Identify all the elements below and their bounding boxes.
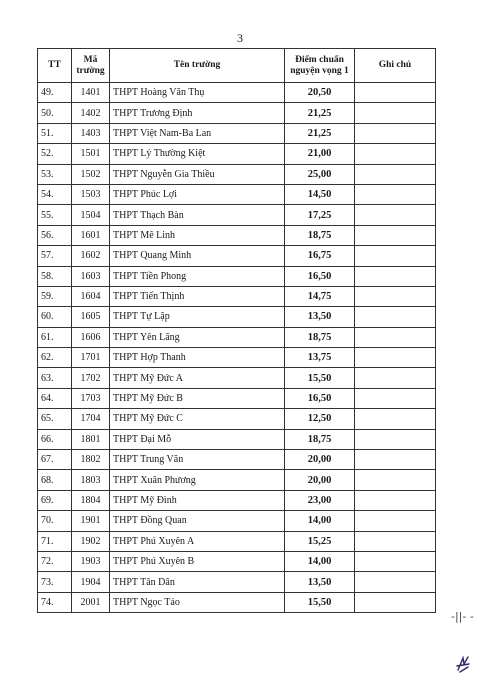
school-name: THPT Ngọc Tảo [110,592,285,612]
table-row [38,144,436,164]
row-number: 66. [38,429,72,449]
admission-score: 16,50 [285,266,355,286]
admission-score: 20,00 [285,450,355,470]
school-code: 1604 [72,286,110,306]
page-number: 3 [237,31,243,45]
admission-score: 14,75 [285,286,355,306]
school-code: 1804 [72,490,110,510]
school-code: 1606 [72,327,110,347]
note-cell [355,225,436,245]
table-row [38,409,436,429]
school-code: 1802 [72,450,110,470]
row-number: 71. [38,531,72,551]
row-number: 69. [38,490,72,510]
table-header-row [38,49,436,83]
school-name: THPT Mỹ Đức B [110,388,285,408]
school-name: THPT Trương Định [110,103,285,123]
table-body [38,83,436,613]
row-number: 65. [38,409,72,429]
note-cell [355,368,436,388]
row-number: 50. [38,103,72,123]
school-name: THPT Đồng Quan [110,511,285,531]
table-row [38,551,436,571]
school-name: THPT Phúc Lợi [110,184,285,204]
note-cell [355,307,436,327]
table-row [38,450,436,470]
admission-score: 15,50 [285,368,355,388]
school-code: 1701 [72,348,110,368]
school-name: THPT Mỹ Đình [110,490,285,510]
note-cell [355,450,436,470]
row-number: 72. [38,551,72,571]
note-cell [355,551,436,571]
admission-score: 15,25 [285,531,355,551]
school-name: THPT Phú Xuyên A [110,531,285,551]
school-name: THPT Tự Lập [110,307,285,327]
school-name: THPT Trung Văn [110,450,285,470]
header-school-code-line2: trường [76,65,105,76]
note-cell [355,164,436,184]
admission-score: 15,50 [285,592,355,612]
school-name: THPT Nguyễn Gia Thiều [110,164,285,184]
admission-score: 20,00 [285,470,355,490]
admission-score-table [37,48,436,613]
table-row [38,123,436,143]
note-cell [355,348,436,368]
school-code: 1502 [72,164,110,184]
admission-score: 21,00 [285,144,355,164]
school-name: THPT Mê Linh [110,225,285,245]
admission-score: 13,50 [285,307,355,327]
note-cell [355,83,436,103]
note-cell [355,409,436,429]
school-name: THPT Tiến Thịnh [110,286,285,306]
admission-score: 13,50 [285,572,355,592]
admission-score: 18,75 [285,429,355,449]
row-number: 52. [38,144,72,164]
school-name: THPT Tiền Phong [110,266,285,286]
note-cell [355,286,436,306]
row-number: 56. [38,225,72,245]
admission-score: 18,75 [285,327,355,347]
school-name: THPT Lý Thường Kiệt [110,144,285,164]
row-number: 57. [38,246,72,266]
admission-score: 16,50 [285,388,355,408]
note-cell [355,184,436,204]
school-code: 1703 [72,388,110,408]
note-cell [355,144,436,164]
school-code: 1504 [72,205,110,225]
header-school-code [72,49,110,83]
admission-score: 16,75 [285,246,355,266]
school-name: THPT Xuân Phương [110,470,285,490]
admission-score: 17,25 [285,205,355,225]
school-code: 1901 [72,511,110,531]
school-code: 1801 [72,429,110,449]
table-row [38,531,436,551]
school-code: 1602 [72,246,110,266]
note-cell [355,572,436,592]
row-number: 58. [38,266,72,286]
note-cell [355,266,436,286]
note-cell [355,511,436,531]
school-code: 1402 [72,103,110,123]
table-row [38,103,436,123]
table-row [38,511,436,531]
row-number: 62. [38,348,72,368]
table-row [38,470,436,490]
school-name: THPT Đại Mỗ [110,429,285,449]
initials-signature-icon [455,655,471,673]
header-school-code-line1: Mã [83,54,98,65]
table-row [38,572,436,592]
table-row [38,205,436,225]
school-code: 1704 [72,409,110,429]
table-row [38,490,436,510]
note-cell [355,429,436,449]
row-number: 67. [38,450,72,470]
school-code: 1403 [72,123,110,143]
admission-score: 14,00 [285,511,355,531]
row-number: 61. [38,327,72,347]
table-row [38,266,436,286]
note-cell [355,592,436,612]
note-cell [355,246,436,266]
note-cell [355,327,436,347]
note-cell [355,470,436,490]
admission-score: 21,25 [285,123,355,143]
handwritten-dash-mark: -||- - [451,610,474,623]
header-note: Ghi chú [355,49,436,83]
note-cell [355,388,436,408]
header-score [285,49,355,83]
row-number: 53. [38,164,72,184]
school-name: THPT Phú Xuyên B [110,551,285,571]
row-number: 68. [38,470,72,490]
row-number: 55. [38,205,72,225]
school-name: THPT Mỹ Đức A [110,368,285,388]
table-row [38,592,436,612]
row-number: 59. [38,286,72,306]
school-code: 1903 [72,551,110,571]
table-row [38,348,436,368]
school-code: 1904 [72,572,110,592]
table-row [38,327,436,347]
table-row [38,83,436,103]
row-number: 51. [38,123,72,143]
note-cell [355,490,436,510]
school-name: THPT Thạch Bàn [110,205,285,225]
note-cell [355,123,436,143]
school-code: 1603 [72,266,110,286]
table-row [38,286,436,306]
school-code: 1902 [72,531,110,551]
admission-score: 18,75 [285,225,355,245]
table-row [38,246,436,266]
school-code: 1601 [72,225,110,245]
row-number: 64. [38,388,72,408]
note-cell [355,103,436,123]
school-code: 1401 [72,83,110,103]
table-row [38,307,436,327]
school-name: THPT Hợp Thanh [110,348,285,368]
row-number: 74. [38,592,72,612]
header-tt: TT [38,49,72,83]
row-number: 60. [38,307,72,327]
school-code: 1702 [72,368,110,388]
row-number: 63. [38,368,72,388]
admission-score: 12,50 [285,409,355,429]
admission-score: 25,00 [285,164,355,184]
note-cell [355,531,436,551]
admission-score: 23,00 [285,490,355,510]
row-number: 49. [38,83,72,103]
school-name: THPT Quang Minh [110,246,285,266]
admission-score: 21,25 [285,103,355,123]
school-name: THPT Yên Lãng [110,327,285,347]
admission-score: 14,50 [285,184,355,204]
table-row [38,164,436,184]
admission-score: 20,50 [285,83,355,103]
school-code: 1803 [72,470,110,490]
row-number: 73. [38,572,72,592]
school-code: 1501 [72,144,110,164]
header-score-line1: Điểm chuẩn [295,54,344,65]
row-number: 54. [38,184,72,204]
school-name: THPT Mỹ Đức C [110,409,285,429]
school-code: 2001 [72,592,110,612]
table-row [38,388,436,408]
header-school-name: Tên trường [110,49,285,83]
table-row [38,368,436,388]
note-cell [355,205,436,225]
school-name: THPT Tân Dân [110,572,285,592]
table-row [38,225,436,245]
header-score-line2: nguyện vọng 1 [290,65,349,76]
school-code: 1605 [72,307,110,327]
row-number: 70. [38,511,72,531]
table-row [38,184,436,204]
school-name: THPT Việt Nam-Ba Lan [110,123,285,143]
admission-score: 14,00 [285,551,355,571]
admission-score: 13,75 [285,348,355,368]
school-code: 1503 [72,184,110,204]
table-row [38,429,436,449]
school-name: THPT Hoàng Văn Thụ [110,83,285,103]
